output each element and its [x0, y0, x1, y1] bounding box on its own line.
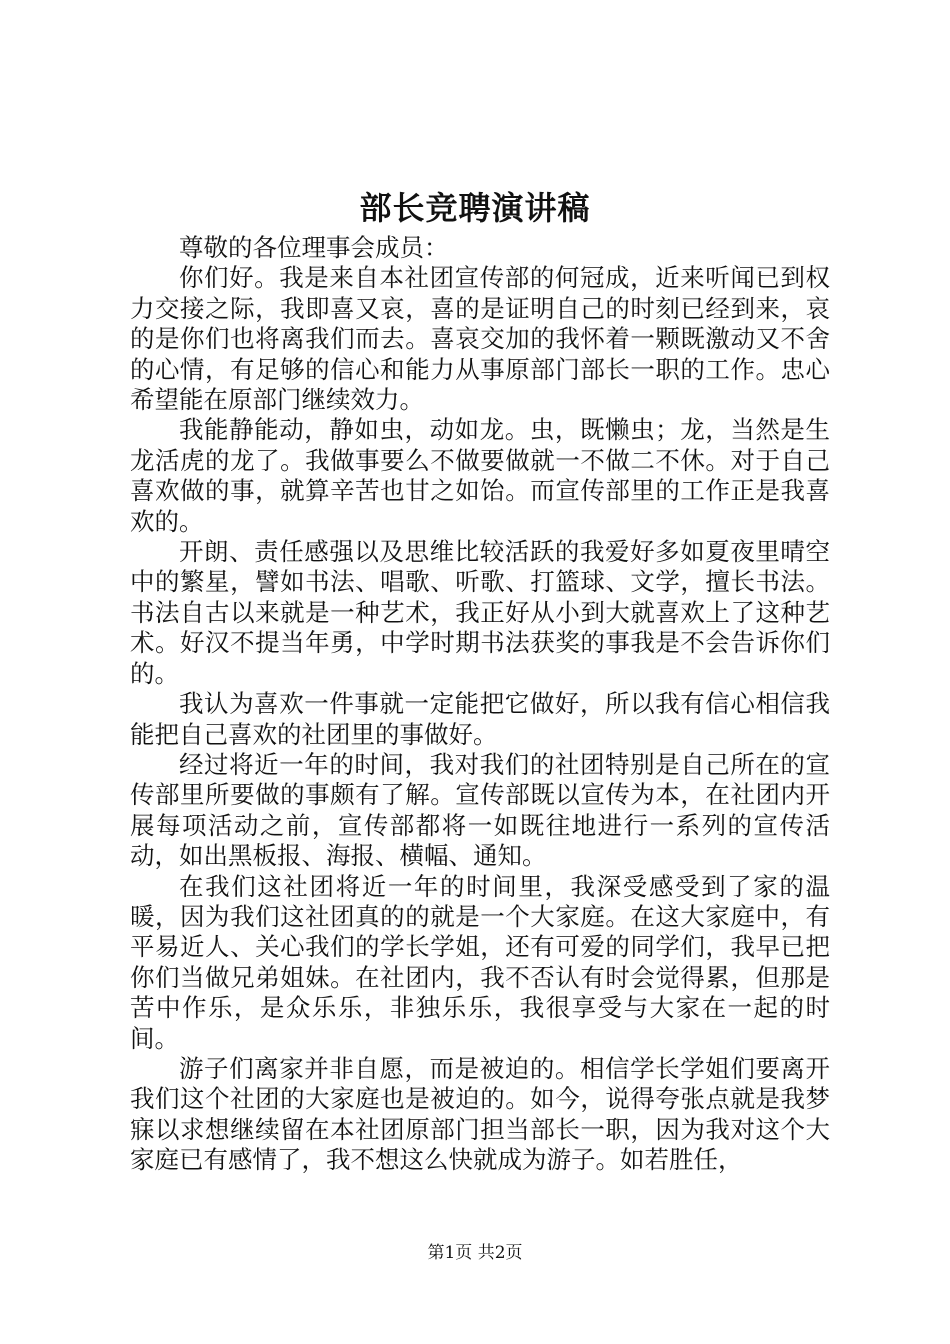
body-paragraph: 你们好。我是来自本社团宣传部的何冠成，近来听闻已到权力交接之际，我即喜又哀，喜的是证明自己的时刻已经到来，哀的是你们也将离我们而去。喜哀交加的我怀着一颗既激动又不舍的心情，有足够的信心和能力从事原部门部长一职的工作。忠心希望能在原部门继续效力。 — [130, 263, 830, 415]
body-paragraph: 我能静能动，静如虫，动如龙。虫，既懒虫；龙，当然是生龙活虎的龙了。我做事要么不做要做就一不做二不休。对于自己喜欢做的事，就算辛苦也甘之如饴。而宣传部里的工作正是我喜欢的。 — [130, 415, 830, 536]
document-body — [130, 233, 830, 1176]
salutation-paragraph: 尊敬的各位理事会成员： — [179, 233, 449, 262]
body-paragraph: 经过将近一年的时间，我对我们的社团特别是自己所在的宣传部里所要做的事颇有了解。宣传部既以宣传为本，在社团内开展每项活动之前，宣传部都将一如既往地进行一系列的宣传活动，如出黑板报、海报、横幅、通知。 — [130, 749, 830, 871]
body-paragraph: 开朗、责任感强以及思维比较活跃的我爱好多如夏夜里晴空中的繁星，譬如书法、唱歌、听歌、打篮球、文学，擅长书法。书法自古以来就是一种艺术，我正好从小到大就喜欢上了这种艺术。好汉不提当年勇，中学时期书法获奖的事我是不会告诉你们的。 — [130, 537, 830, 688]
body-paragraph: 游子们离家并非自愿，而是被迫的。相信学长学姐们要离开我们这个社团的大家庭也是被迫的。如今，说得夸张点就是我梦寐以求想继续留在本社团原部门担当部长一职，因为我对这个大家庭已有感情了，我不想这么快就成为游子。如若胜任， — [130, 1053, 830, 1175]
document-title: 部长竞聘演讲稿 — [359, 189, 591, 227]
page-number-footer: 第1页 共2页 — [427, 1243, 523, 1263]
body-paragraph: 在我们这社团将近一年的时间里，我深受感受到了家的温暖，因为我们这社团真的的就是一个大家庭。在这大家庭中，有平易近人、关心我们的学长学姐，还有可爱的同学们，我早已把你们当做兄弟姐妹。在社团内，我不否认有时会觉得累，但那是苦中作乐，是众乐乐，非独乐乐，我很享受与大家在一起的时间。 — [130, 871, 830, 1053]
body-paragraph: 我认为喜欢一件事就一定能把它做好，所以我有信心相信我能把自己喜欢的社团里的事做好。 — [130, 689, 830, 749]
